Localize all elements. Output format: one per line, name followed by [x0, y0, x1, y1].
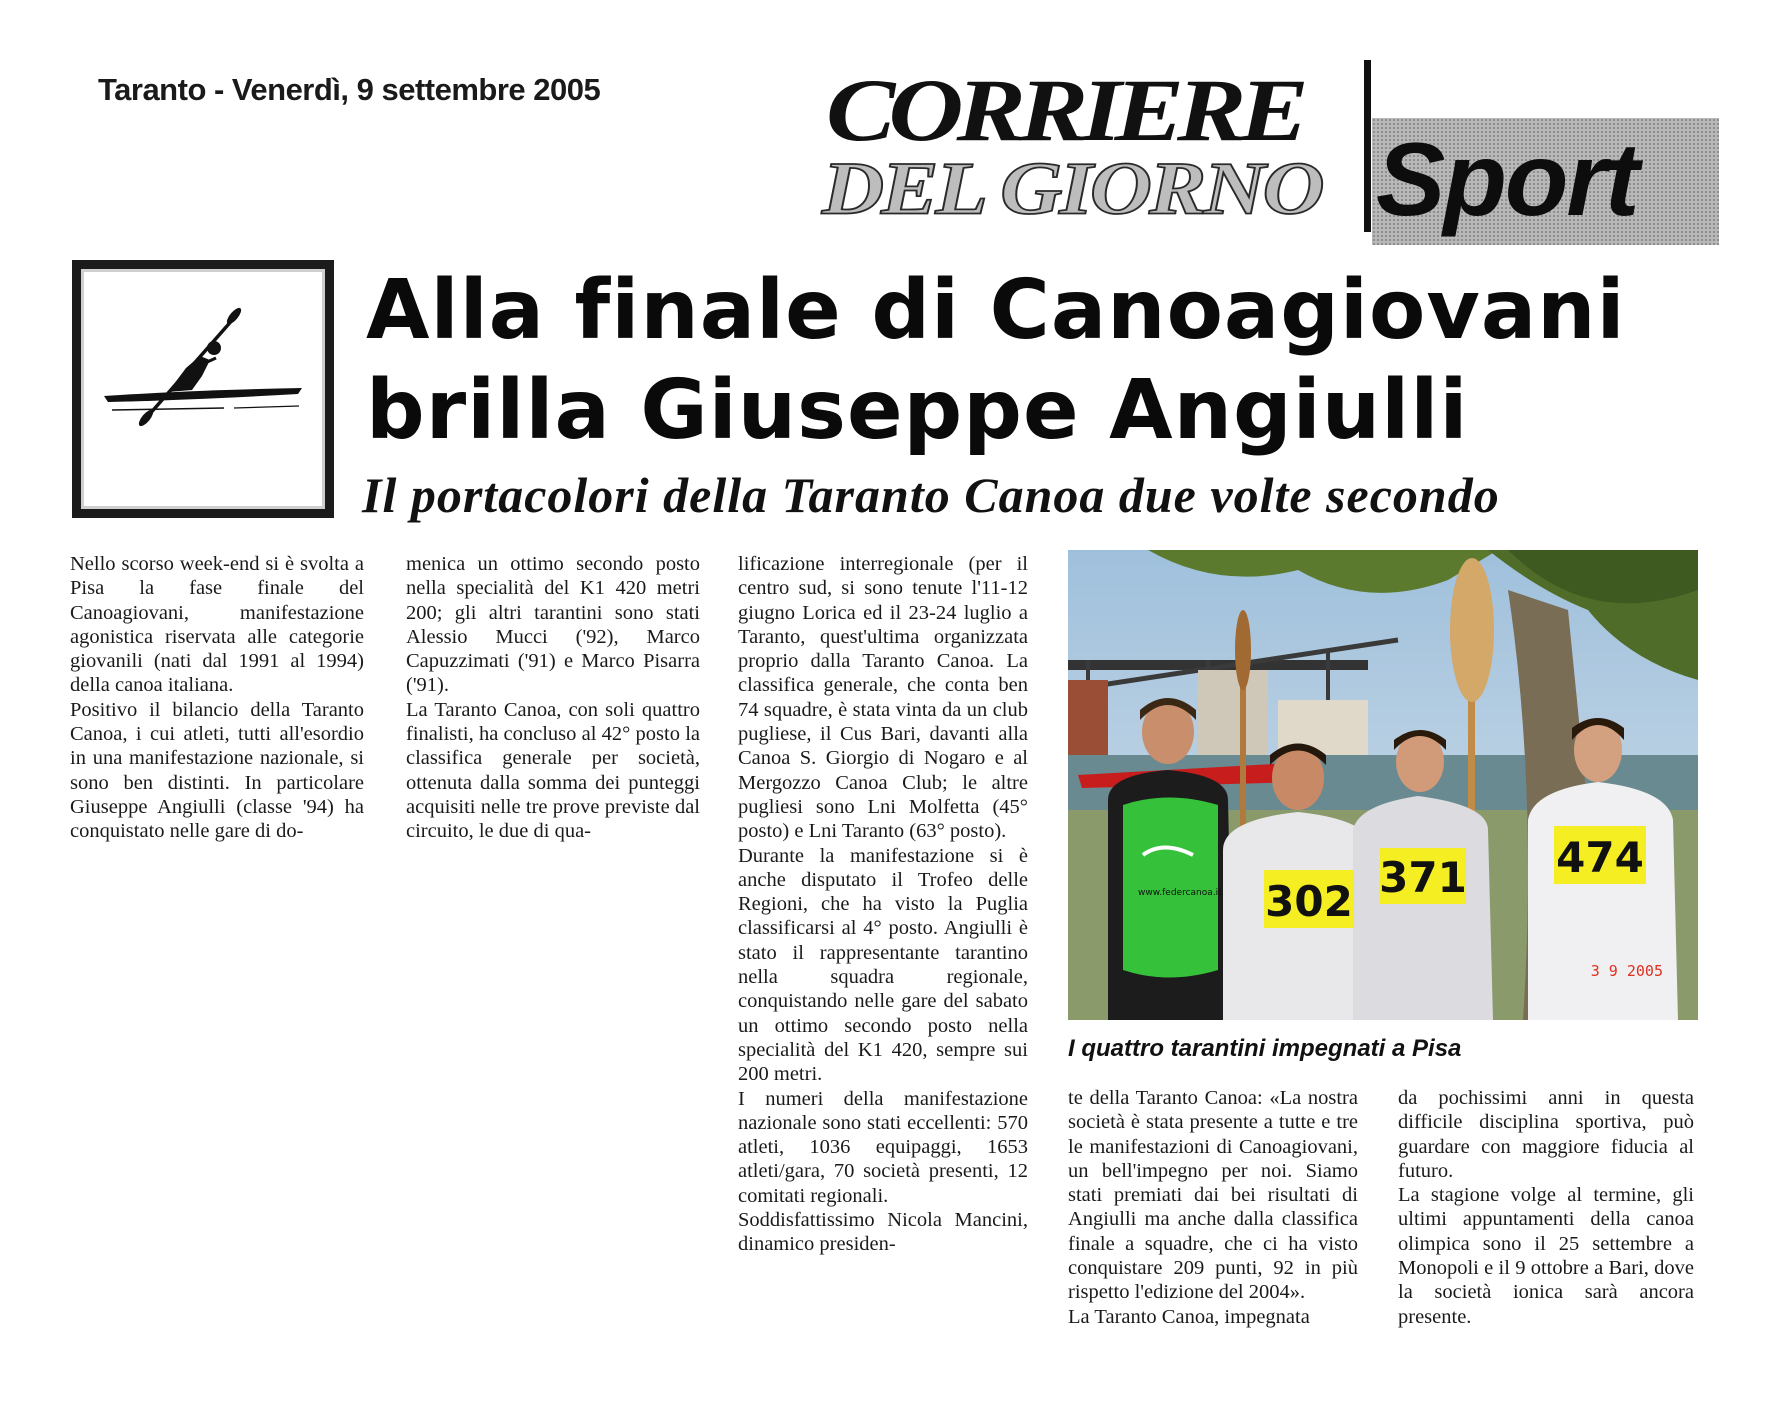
- article-column-1: Nello scorso week-end si è svolta a Pisa la fase finale del Canoagiovani, manifestazione agonistica riservata alle categorie giovanili (nati dal 1991 al 1994) della canoa italiana. Positivo il bilancio della Taranto Canoa, i cui atleti, tutti all'esordio in una manifestazione nazionale, si sono ben distinti. In particolare Giuseppe Angiulli (classe '94) ha conquistato nelle gare di do-: [70, 553, 364, 843]
- column-4-lead: te della Taranto Canoa: «La nostra società è stata presente a tutte e tre le manifestazioni di Canoagiovani, un bell'impegno per noi. Siamo stati premiati dai bei risultati di Angiulli ma anche dalla classifica finale a squadre, che ci ha visto conquistare 209 punti, 92 in più rispetto l'edizione del 2004». La Taranto Canoa, impegnata: [1068, 1087, 1358, 1328]
- article-column-2: menica un ottimo secondo posto nella specialità del K1 420 metri 200; gli altri tarantini sono stati Alessio Mucci ('92), Marco Capuzzimati ('91) e Marco Pisarra ('91). La Taranto Canoa, con soli quattro finalisti, ha concluso al 42° posto la classifica generale per società, ottenuta dalla somma dei punteggi acquisiti nelle tre prove previste dal circuito, le due di qua-: [406, 553, 700, 843]
- photo-caption: I quattro tarantini impegnati a Pisa: [1068, 1035, 1462, 1062]
- article-column-4: [1068, 1086, 1358, 1329]
- photo-timestamp: 3 9 2005: [1590, 962, 1663, 980]
- team-photo: [1068, 550, 1698, 1020]
- masthead-corriere: CORRIERE: [826, 60, 1302, 160]
- bib-371: 371: [1379, 853, 1467, 902]
- vest-text: www.federcanoa.it: [1138, 888, 1222, 898]
- article-column-5: da pochissimi anni in questa difficile disciplina sportiva, può guardare con maggiore fiducia al futuro. La stagione volge al termine, gli ultimi appuntamenti della canoa olimpica sono il 25 settembre a Monopoli e il 9 ottobre a Bari, dove la società ionica sarà ancora presente.: [1398, 1087, 1694, 1328]
- headline-line-2: brilla Giuseppe Angiulli: [366, 363, 1469, 458]
- subheadline: Il portacolori della Taranto Canoa due volte secondo: [362, 467, 1500, 523]
- dateline: Taranto - Venerdì, 9 settembre 2005: [98, 72, 601, 107]
- canoe-logo: [72, 260, 334, 518]
- article-column-3: lificazione interregionale (per il centro sud, si sono tenute l'11-12 giugno Lorica ed il 23-24 luglio a Taranto, quest'ultima organizzata proprio dalla Taranto Canoa. La classifica generale, che conta ben 74 squadre, è stata vinta da un club pugliese, il Cus Bari, davanti alla Canoa S. Giorgio di Nogaro e al Mergozzo Canoa Club; le altre pugliesi sono Lni Molfetta (45° posto) e Lni Taranto (63° posto). Durante la manifestazione si è anche disputato il Trofeo delle Regioni, che ha visto la Puglia classificarsi al 4° posto. Angiulli è stato il rappresentante tarantino nella squadra regionale, conquistando nelle gare del sabato un ottimo secondo posto nella specialità del K1 420, sempre sui 200 metri. I numeri della manifestazione nazionale sono stati eccellenti: 570 atleti, 1036 equipaggi, 1653 atleti/gara, 70 società presenti, 12 comitati regionali. Soddisfattissimo Nicola Mancini, dinamico presiden-: [738, 553, 1028, 1256]
- kayaker-icon: [84, 272, 322, 506]
- section-label: Sport: [1376, 122, 1638, 238]
- masthead-del-giorno: DEL GIORNO: [822, 145, 1322, 231]
- masthead-divider: [1364, 60, 1371, 232]
- bib-302: 302: [1265, 877, 1353, 926]
- headline-line-1: Alla finale di Canoagiovani: [366, 263, 1626, 358]
- bib-474: 474: [1556, 833, 1644, 882]
